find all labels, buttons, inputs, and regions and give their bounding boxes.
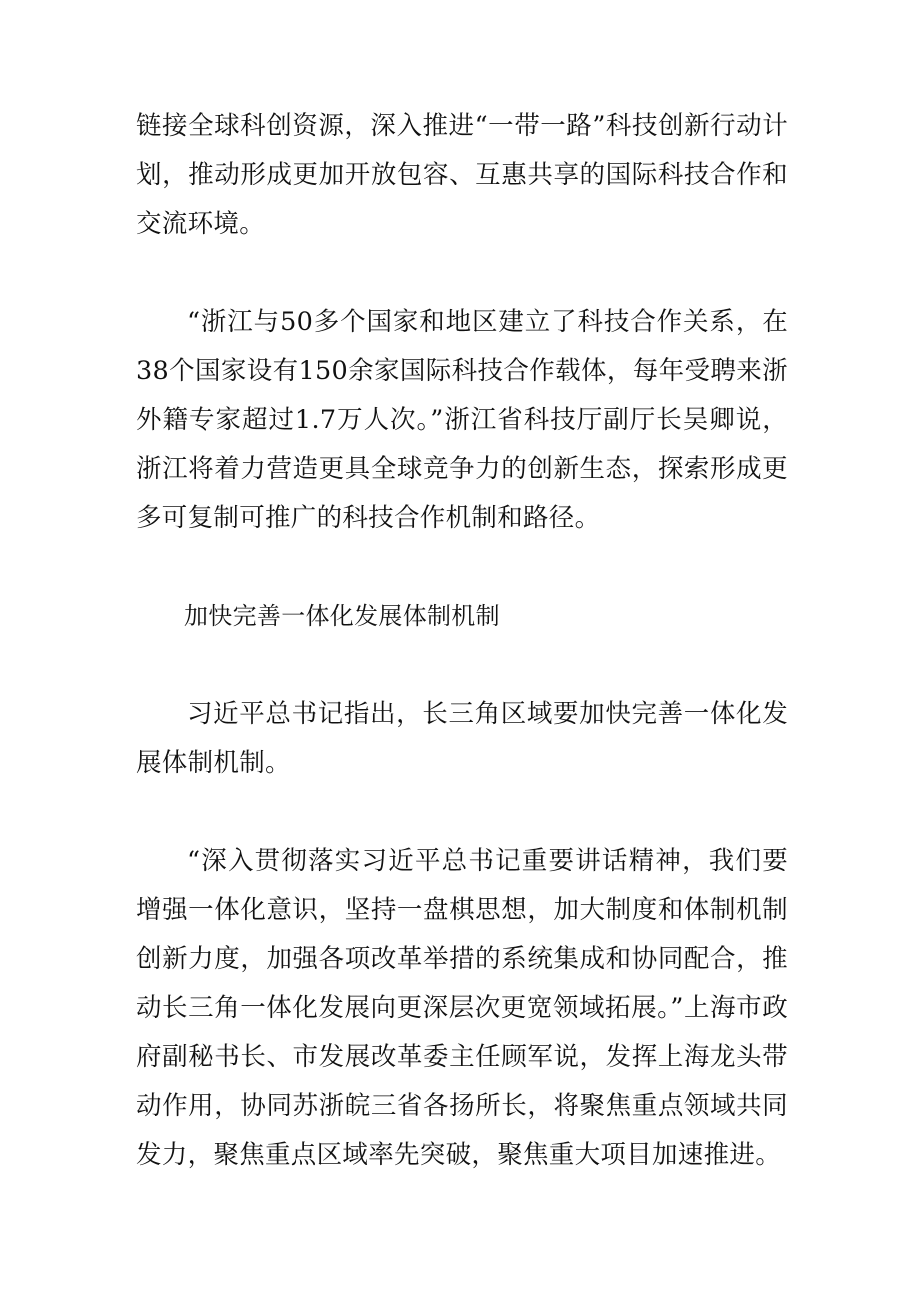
- article-body: [136, 102, 788, 1229]
- paragraph-zhejiang-quote: “浙江与50多个国家和地区建立了科技合作关系，在38个国家设有150余家国际科技合作载体，每年受聘来浙外籍专家超过1.7万人次。”浙江省科技厅副厅长吴卿说，浙江将着力营造更具全球竞争力的创新生态，探索形成更多可复制可推广的科技合作机制和路径。: [136, 307, 788, 533]
- paragraph-intro: 链接全球科创资源，深入推进“一带一路”科技创新行动计划，推动形成更加开放包容、互惠共享的国际科技合作和交流环境。: [136, 111, 788, 239]
- paragraph-xi-remark: 习近平总书记指出，长三角区域要加快完善一体化发展体制机制。: [136, 699, 788, 778]
- section-heading: 加快完善一体化发展体制机制: [184, 602, 500, 630]
- paragraph-shanghai-quote: “深入贯彻落实习近平总书记重要讲话精神，我们要增强一体化意识，坚持一盘棋思想，加大制度和体制机制创新力度，加强各项改革举措的系统集成和协同配合，推动长三角一体化发展向更深层次更宽领域拓展。”上海市政府副秘书长、市发展改革委主任顾军说，发挥上海龙头带动作用，协同苏浙皖三省各扬所长，将聚焦重点领域共同发力，聚焦重点区域率先突破，聚焦重大项目加速推进。: [136, 846, 788, 1170]
